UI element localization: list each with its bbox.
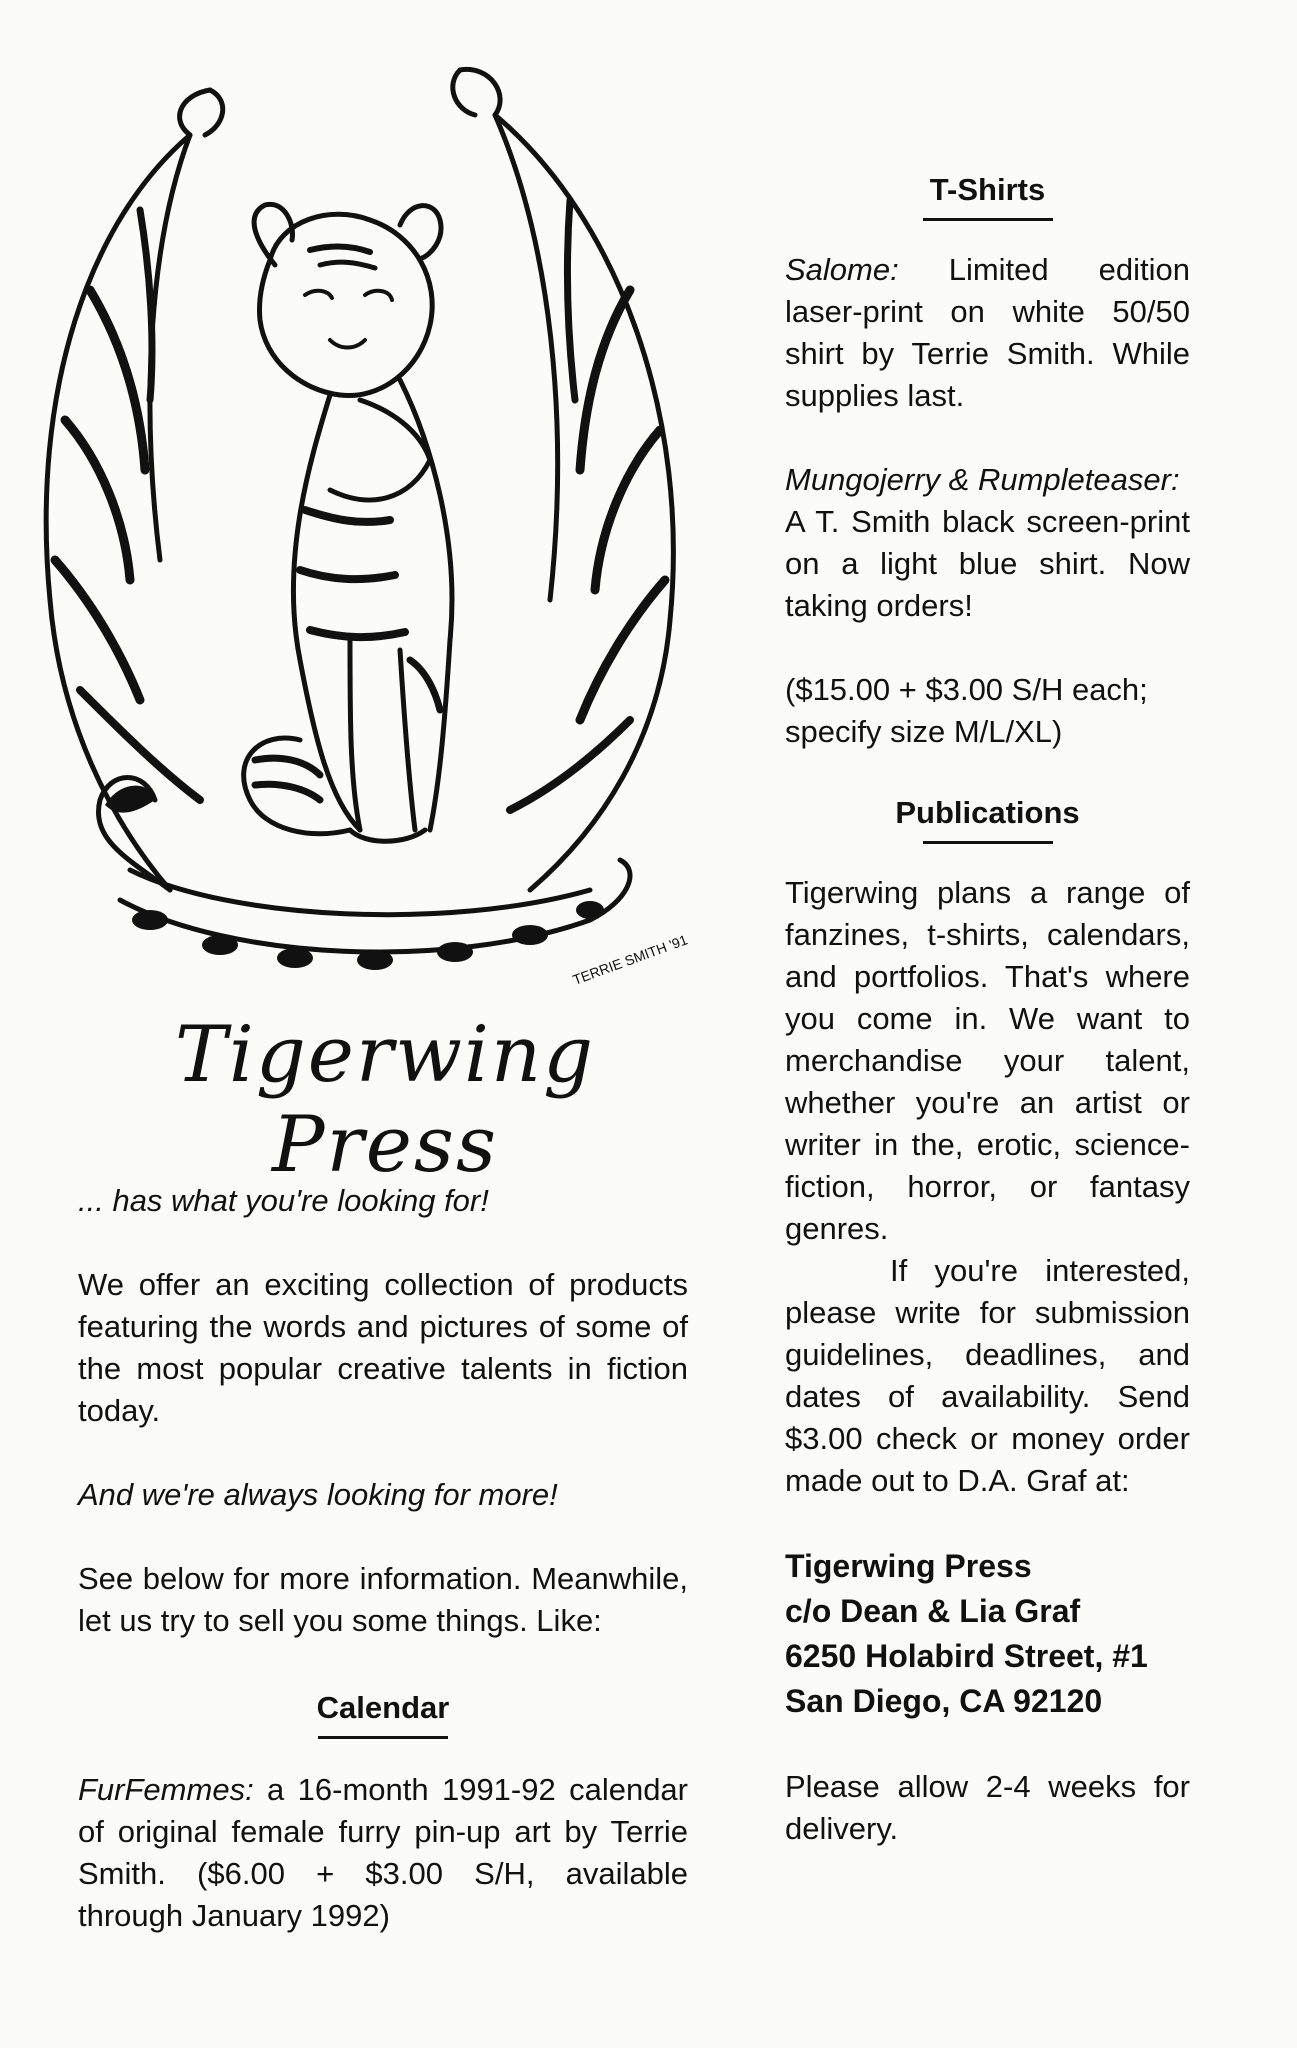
tshirt-salome [785,249,1190,417]
publications-paragraph-1: Tigerwing plans a range of fanzines, t-shirts, calendars, and portfolios. That's where you come in. We want to merchandise your talent, whether you're an artist or writer in the, erotic, science-fiction, horror, or fantasy genres. [785,875,1190,1246]
tshirt-salome-title: Salome: [785,252,899,287]
calendar-heading-rule [318,1736,448,1739]
left-wing [46,90,210,890]
calendar-heading-block [78,1688,688,1739]
tiger-illustration [30,40,710,1020]
address-line-1: Tigerwing Press [785,1548,1032,1584]
see-below-paragraph: See below for more information. Meanwhile, let us try to sell you some things. Like: [78,1561,688,1638]
calendar-text: a 16-month 1991-92 calendar of original female furry pin-up art by Terrie Smith. ($6.00 + $3.00 S/H, available through January 1992) [78,1772,688,1933]
address-line-4: San Diego, CA 92120 [785,1683,1103,1719]
tshirt-mungojerry-title: Mungojerry & Rumpleteaser: [785,462,1180,497]
publications-heading: Publications [895,795,1080,830]
mailing-address [785,1544,1190,1724]
tshirts-heading-rule [923,218,1053,221]
tshirts-heading-block [785,170,1190,221]
calendar-description [78,1769,688,1937]
publications-heading-block [785,793,1190,844]
calendar-title: FurFemmes: [78,1772,254,1807]
right-wing [460,69,673,890]
right-column [785,170,1190,1850]
publications-paragraph-2: If you're interested, please write for submission guidelines, deadlines, and dates of availability. Send $3.00 check or money order made out to D.A. Graf at: [785,1253,1190,1498]
tshirt-price: ($15.00 + $3.00 S/H each; specify size M/L/XL) [785,672,1148,749]
calendar-heading: Calendar [316,1690,450,1725]
left-column [78,1180,688,1937]
delivery-note: Please allow 2-4 weeks for delivery. [785,1769,1190,1846]
publications-heading-rule [923,841,1053,844]
address-line-2: c/o Dean & Lia Graf [785,1593,1081,1629]
tshirt-salome-text: Limited edition laser-print on white 50/50 shirt by Terrie Smith. While supplies last. [785,252,1190,413]
tshirt-mungojerry-text: A T. Smith black screen-print on a light blue shirt. Now taking orders! [785,504,1190,623]
looking-for-more: And we're always looking for more! [78,1477,558,1512]
tshirts-heading: T-Shirts [929,172,1046,207]
address-line-3: 6250 Holabird Street, #1 [785,1638,1148,1674]
tiger-head [259,214,432,395]
tigerwing-press-logo: Tigerwing Press [174,1010,596,1190]
artist-signature: TERRIE SMITH '91 [570,931,690,988]
tagline: ... has what you're looking for! [78,1183,489,1218]
intro-paragraph: We offer an exciting collection of products featuring the words and pictures of some of the most popular creative talents in fiction today. [78,1267,688,1428]
